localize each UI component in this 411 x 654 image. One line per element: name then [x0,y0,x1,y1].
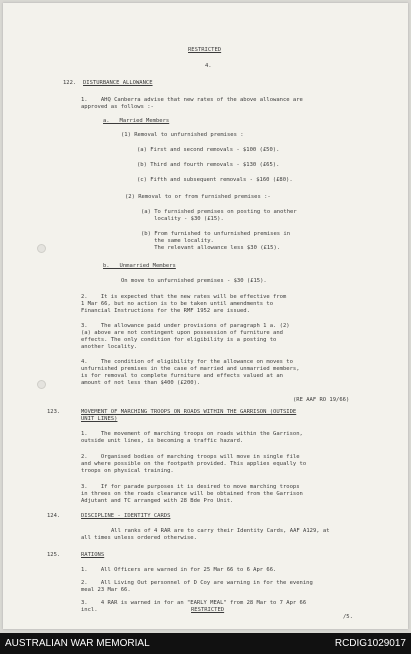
clause-item: (b) From furnished to unfurnished premises in [141,231,291,237]
section-number: 125. [47,552,61,558]
clause-item: (c) Fifth and subsequent removals - $160 (£80). [137,177,293,183]
clause-item: The relevant allowance less $30 (£15). [141,245,281,251]
paragraph-line: All ranks of 4 RAR are to carry their Identity Cards, AAF A129, at [111,528,330,534]
subheading: b. Unmarried Members [103,263,176,269]
section-number: 123. [47,409,61,415]
clause-item: (a) First and second removals - $100 (£50). [137,147,280,153]
paragraph-line: 3. 4 RAR is warned in for an "EARLY MEAL" from 28 Mar to 7 Apr 66 [81,600,307,606]
section-number: 124. [47,513,61,519]
subheading: a. Married Members [103,118,170,124]
paragraph-line: all times unless ordered otherwise. [81,535,197,541]
section-title: MOVEMENT OF MARCHING TROOPS ON ROADS WITHIN THE GARRISON (OUTSIDE [81,409,297,415]
punch-hole [37,380,46,389]
document-page [3,3,408,629]
paragraph-line: meal 23 Mar 66. [81,587,131,593]
paragraph-line: 3. If for parade purposes it is desired to move marching troops [81,484,300,490]
continuation-marker: /5. [343,614,353,620]
paragraph-line: another locality. [81,344,138,350]
archive-footer [0,633,411,654]
section-title: DISCIPLINE - IDENTITY CARDS [81,513,171,519]
clause-item: (a) To furnished premises on posting to another [141,209,297,215]
paragraph-line: 1 Mar 66, but no action is to be taken until amendments to [81,301,274,307]
paragraph-line: and where possible on the footpath provided. This applies equally to [81,461,307,467]
paragraph-line: amount of not less than $400 (£200). [81,380,201,386]
clause-item: locality - $30 (£15). [141,216,224,222]
clause-heading: (2) Removal to or from furnished premises :- [125,194,271,200]
page-number: 4. [205,63,212,69]
section-title: UNIT LINES) [81,416,118,422]
paragraph-line: troops on physical training. [81,468,174,474]
paragraph-line: 2. Organised bodies of marching troops will move in single file [81,454,300,460]
paragraph-line: is for removal to complete furniture and effects valued at an [81,373,283,379]
paragraph-line: 3. The allowance paid under provisions of paragraph 1 a. (2) [81,323,290,329]
section-title: RATIONS [81,552,105,558]
paragraph-line: incl. [81,607,98,613]
footer-source: AUSTRALIAN WAR MEMORIAL [5,638,150,649]
paragraph-line: 1. All Officers are warned in for 25 Mar 66 to 6 Apr 66. [81,567,277,573]
paragraph-line: 2. It is expected that the new rates will be effective from [81,294,287,300]
paragraph-line: outside unit lines, is becoming a traffic hazard. [81,438,244,444]
paragraph-line: in threes on the roads clearance will be obtained from the Garrison [81,491,303,497]
classification-bottom: RESTRICTED [191,607,225,613]
clause-item: (b) Third and fourth removals - $130 (£65). [137,162,280,168]
paragraph-line: Financial Instructions for the RMF 1952 are issued. [81,308,250,314]
paragraph-line: 1. AHQ Canberra advise that new rates of the above allowance are [81,97,303,103]
paragraph-line: 2. All Living Out personnel of D Coy are warning in for the evening [81,580,313,586]
paragraph-line: Adjutant and TC arranged with 28 Bde Pro Unit. [81,498,234,504]
paragraph-line: 4. The condition of eligibility for the allowance on moves to [81,359,293,365]
paragraph-line: approved as follows :- [81,104,154,110]
reference: (RE AAF RO 19/66) [293,397,350,403]
paragraph-line: (a) above are not contingent upon possession of furniture and [81,330,283,336]
clause-item: the same locality. [141,238,214,244]
section-number: 122. [63,80,77,86]
paragraph-line: effects. The only condition for eligibility is a posting to [81,337,277,343]
classification-top: RESTRICTED [188,47,222,53]
paragraph-line: unfurnished premises in the case of married and unmarried members, [81,366,300,372]
paragraph-line: On move to unfurnished premises - $30 (£15). [121,278,267,284]
punch-hole [37,244,46,253]
section-title: DISTURBANCE ALLOWANCE [83,80,153,86]
paragraph-line: 1. The movement of marching troops on roads within the Garrison, [81,431,303,437]
clause-heading: (1) Removal to unfurnished premises : [121,132,244,138]
footer-reference-id: RCDIG1029017 [334,638,406,649]
